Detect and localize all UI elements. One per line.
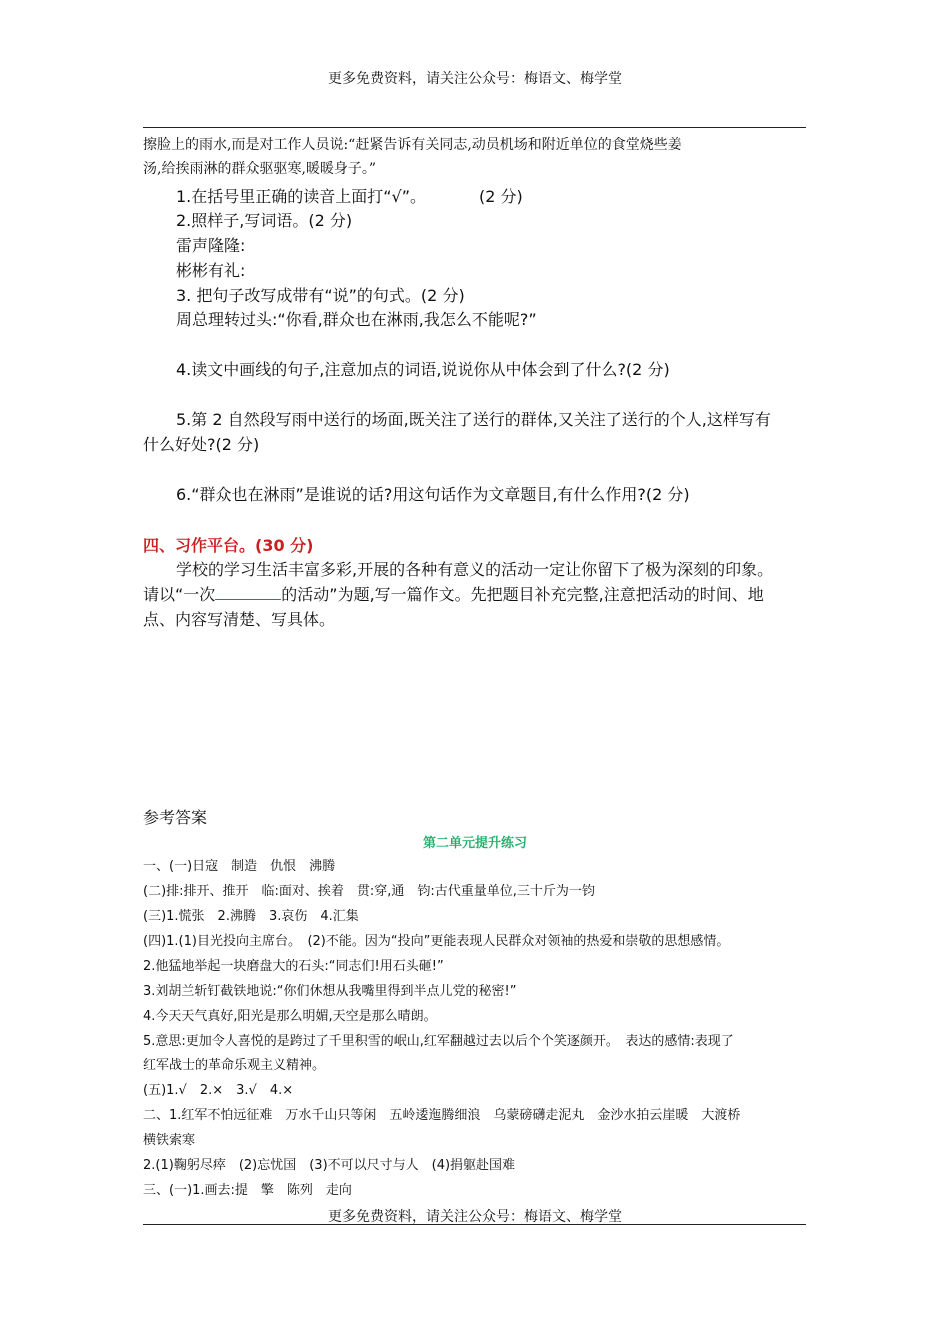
section-4-line-2 xyxy=(143,582,764,605)
question-2: 2.照样子,写词语。(2 分) xyxy=(176,211,353,230)
question-1: 1.在括号里正确的读音上面打“√”。 xyxy=(176,187,427,206)
passage-line-1: 擦脸上的雨水,而是对工作人员说:“赶紧告诉有关同志,动员机场和附近单位的食堂烧些姜 xyxy=(143,137,682,153)
question-1-score: (2 分) xyxy=(479,187,523,206)
answer-line: 三、(一)1.画去:提 擎 陈列 走向 xyxy=(143,1183,352,1198)
answer-line: 5.意思:更加令人喜悦的是跨过了千里积雪的岷山,红军翻越过去以后个个笑逐颜开。 表达的感情:表现了 xyxy=(143,1034,734,1049)
answer-line: 一、(一)日寇 制造 仇恨 沸腾 xyxy=(143,859,336,874)
footer-rule xyxy=(143,1224,806,1225)
answer-line: (三)1.慌张 2.沸腾 3.哀伤 4.汇集 xyxy=(143,909,359,924)
question-5-line-1: 5.第 2 自然段写雨中送行的场面,既关注了送行的群体,又关注了送行的个人,这样写有 xyxy=(176,410,771,429)
answer-line: (四)1.(1)目光投向主席台。 (2)不能。因为“投向”更能表现人民群众对领袖的热爱和崇敬的思想感情。 xyxy=(143,934,730,949)
section-4-line-3: 点、内容写清楚、写具体。 xyxy=(143,610,336,629)
answer-line: (五)1.√ 2.× 3.√ 4.× xyxy=(143,1083,294,1098)
question-4: 4.读文中画线的句子,注意加点的词语,说说你从中体会到了什么?(2 分) xyxy=(176,360,670,379)
question-2-item-a: 雷声隆隆: xyxy=(176,236,246,255)
answers-heading: 参考答案 xyxy=(143,808,208,827)
question-6: 6.“群众也在淋雨”是谁说的话?用这句话作为文章题目,有什么作用?(2 分) xyxy=(176,485,690,504)
answer-line: 红军战士的革命乐观主义精神。 xyxy=(143,1058,326,1073)
section-4-line-1: 学校的学习生活丰富多彩,开展的各种有意义的活动一定让你留下了极为深刻的印象。 xyxy=(176,560,774,579)
answers-unit-title: 第二单元提升练习 xyxy=(422,836,527,851)
header-rule xyxy=(143,127,806,128)
section-4-title: 四、习作平台。(30 分) xyxy=(143,536,314,555)
section-4-line-2-start: 请以“一次 xyxy=(143,585,216,604)
answer-line: 横铁索寒 xyxy=(143,1133,196,1148)
question-3-sentence: 周总理转过头:“你看,群众也在淋雨,我怎么不能呢?” xyxy=(176,310,537,329)
answer-line: 3.刘胡兰斩钉截铁地说:“你们休想从我嘴里得到半点儿党的秘密!” xyxy=(143,984,517,999)
answer-line: 二、1.红军不怕远征难 万水千山只等闲 五岭逶迤腾细浪 乌蒙磅礴走泥丸 金沙水拍云崖暖 大渡桥 xyxy=(143,1108,741,1123)
page-header: 更多免费资料，请关注公众号：梅语文、梅学堂 xyxy=(328,71,622,87)
passage-line-2: 汤,给挨雨淋的群众驱驱寒,暖暖身子。” xyxy=(143,161,377,177)
question-3: 3. 把句子改写成带有“说”的句式。(2 分) xyxy=(176,286,465,305)
answer-line: 4.今天天气真好,阳光是那么明媚,天空是那么晴朗。 xyxy=(143,1009,437,1024)
question-5-line-2: 什么好处?(2 分) xyxy=(143,435,260,454)
page-footer: 更多免费资料，请关注公众号：梅语文、梅学堂 xyxy=(328,1209,622,1225)
section-4-line-2-end: 的活动”为题,写一篇作文。先把题目补充完整,注意把活动的时间、地 xyxy=(281,585,764,604)
answer-line: 2.他猛地举起一块磨盘大的石头:“同志们!用石头砸!” xyxy=(143,959,444,974)
question-2-item-b: 彬彬有礼: xyxy=(176,261,246,280)
answer-line: (二)排:排开、推开 临:面对、挨着 贯:穿,通 钧:古代重量单位,三十斤为一钧 xyxy=(143,884,595,899)
title-fill-blank[interactable] xyxy=(215,583,281,600)
answer-line: 2.(1)鞠躬尽瘁 (2)忘忧国 (3)不可以尺寸与人 (4)捐躯赴国难 xyxy=(143,1158,516,1173)
